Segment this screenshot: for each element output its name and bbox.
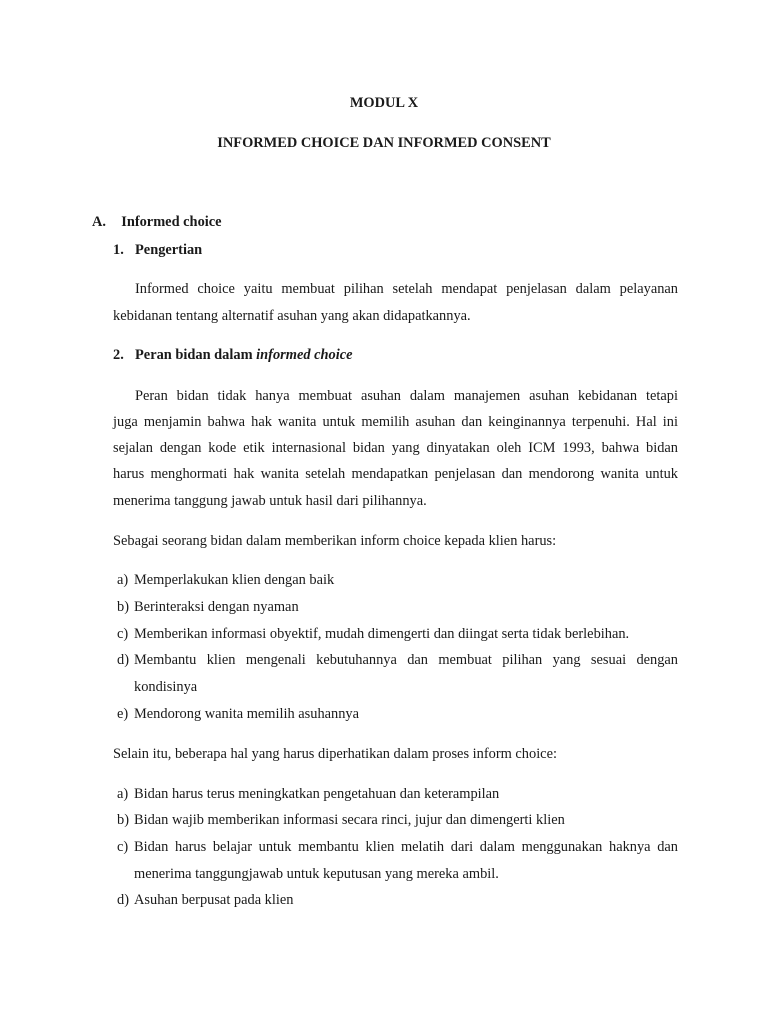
list-marker: a)	[117, 786, 129, 802]
list1-item	[117, 701, 678, 728]
subsection-2-marker: 2.	[113, 347, 124, 363]
list2-item	[117, 887, 678, 914]
list-marker: c)	[117, 626, 129, 642]
list-marker: b)	[117, 599, 129, 615]
list-item-text-line-2: menerima tanggungjawab untuk keputusan yang mereka ambil.	[134, 865, 499, 882]
section-a-title: Informed choice	[121, 214, 222, 230]
list-item-text-line-1: Membantu klien mengenali kebutuhannya dan membuat pilihan yang sesuai dengan	[134, 652, 678, 668]
pengertian-line-2: kebidanan tentang alternatif asuhan yang akan didapatkannya.	[113, 308, 471, 324]
section-a-heading	[92, 212, 222, 232]
list-item-text: Memberikan informasi obyektif, mudah dimengerti dan diingat serta tidak berlebihan.	[134, 626, 630, 642]
list-item-text: Mendorong wanita memilih asuhannya	[134, 706, 360, 722]
list-marker: d)	[117, 652, 129, 668]
list1-item	[117, 647, 678, 700]
subsection-2-heading	[113, 345, 352, 365]
subsection-2-title-italic: informed choice	[256, 347, 353, 363]
list-marker: e)	[117, 706, 129, 722]
subsection-2-title: Peran bidan dalam	[135, 347, 257, 363]
peran-line-4: harus menghormati hak wanita setelah mendapatkan penjelasan dan mendorong wanita untuk	[113, 466, 678, 482]
subsection-1-marker: 1.	[113, 242, 124, 258]
list2-item	[117, 807, 678, 834]
list-item-text: Bidan wajib memberikan informasi secara rinci, jujur dan dimengerti klien	[134, 812, 565, 828]
list-marker: d)	[117, 892, 129, 908]
list-item-text: Bidan harus terus meningkatkan pengetahuan dan keterampilan	[134, 786, 500, 802]
list-item-text-line-1: Bidan harus belajar untuk membantu klien melatih dari dalam menggunakan haknya dan	[134, 839, 678, 855]
list1-item	[117, 567, 678, 594]
list-item-text: Asuhan berpusat pada klien	[134, 892, 294, 908]
peran-line-3: sejalan dengan kode etik internasional bidan yang dinyatakan oleh ICM 1993, bahwa bidan	[113, 440, 678, 456]
list2-intro: Selain itu, beberapa hal yang harus diperhatikan dalam proses inform choice:	[113, 746, 557, 762]
list-item-text: Berinteraksi dengan nyaman	[134, 599, 299, 615]
list-item-text: Memperlakukan klien dengan baik	[134, 572, 335, 588]
list-item-text-line-2: kondisinya	[134, 678, 198, 695]
subsection-1-heading	[113, 240, 202, 260]
section-a-marker: A.	[92, 214, 106, 230]
peran-line-5: menerima tanggung jawab untuk hasil dari pilihannya.	[113, 493, 427, 509]
list-marker: b)	[117, 812, 129, 828]
pengertian-line-1: Informed choice yaitu membuat pilihan setelah mendapat penjelasan dalam pelayanan	[135, 281, 678, 297]
list-marker: a)	[117, 572, 129, 588]
list1-item	[117, 594, 678, 621]
subsection-1-title: Pengertian	[135, 242, 203, 258]
module-title: MODUL X	[349, 95, 419, 111]
peran-line-1: Peran bidan tidak hanya membuat asuhan dalam manajemen asuhan kebidanan tetapi	[135, 388, 678, 404]
list-marker: c)	[117, 839, 129, 855]
list2-item	[117, 781, 678, 808]
list1-intro: Sebagai seorang bidan dalam memberikan inform choice kepada klien harus:	[113, 533, 557, 549]
list2-item	[117, 834, 678, 887]
peran-line-2: juga menjamin bahwa hak wanita untuk memilih asuhan dan keinginannya terpenuhi. Hal ini	[113, 414, 678, 430]
module-subtitle: INFORMED CHOICE DAN INFORMED CONSENT	[217, 135, 551, 151]
list1-item	[117, 621, 678, 648]
